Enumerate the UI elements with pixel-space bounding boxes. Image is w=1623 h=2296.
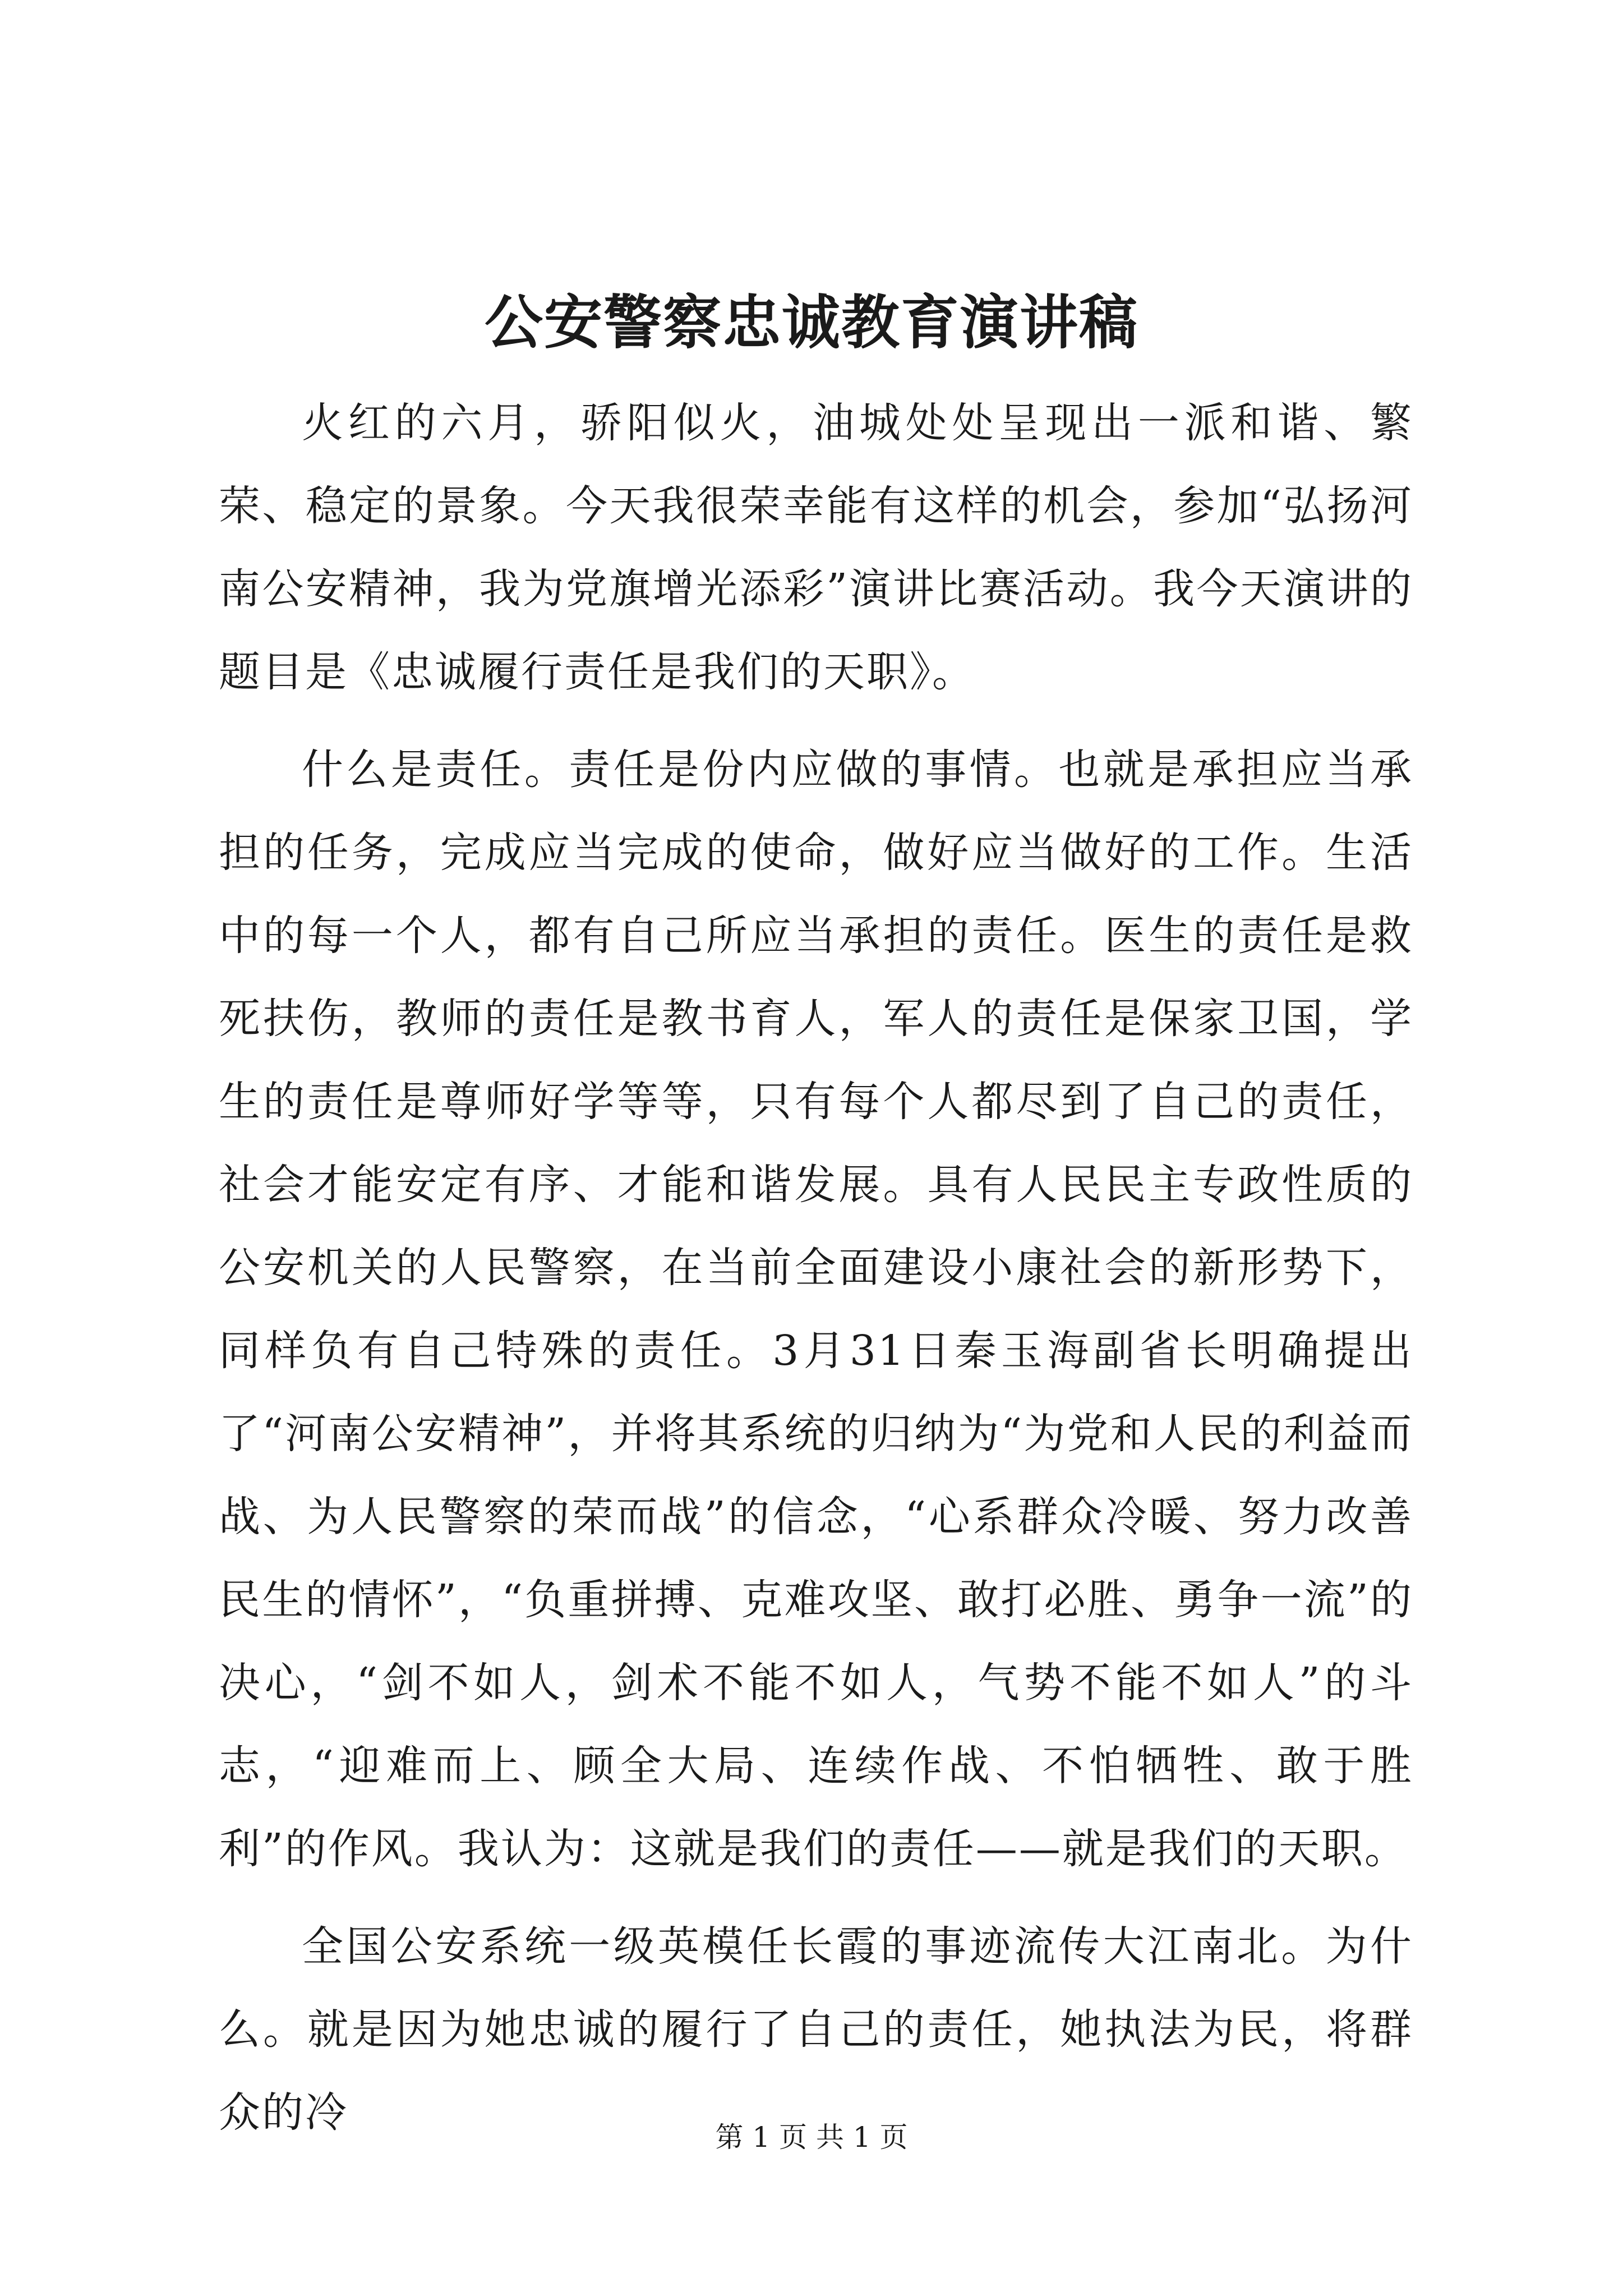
page-number-footer (0, 2118, 1623, 2157)
document-title: 公安警察忠诚教育演讲稿 (484, 288, 1138, 357)
document-body (219, 381, 1413, 2154)
page-number-label: 第 1 页 共 1 页 (715, 2121, 908, 2154)
paragraph-2: 什么是责任。责任是份内应做的事情。也就是承担应当承担的任务，完成应当完成的使命，做好应当做好的工作。生活中的每一个人，都有自己所应当承担的责任。医生的责任是救死扶伤，教师的责任是教书育人，军人的责任是保家卫国，学生的责任是尊师好学等等，只有每个人都尽到了自己的责任，社会才能安定有序、才能和谐发展。具有人民民主专政性质的公安机关的人民警察，在当前全面建设小康社会的新形势下，同样负有自己特殊的责任。3月31日秦玉海副省长明确提出了“河南公安精神”，并将其系统的归纳为“为党和人民的利益而战、为人民警察的荣而战”的信念，“心系群众冷暖、努力改善民生的情怀”，“负重拼搏、克难攻坚、敢打必胜、勇争一流”的决心，“剑不如人，剑术不能不如人，气势不能不如人”的斗志，“迎难而上、顾全大局、连续作战、不怕牺牲、敢于胜利”的作风。我认为：这就是我们的责任——就是我们的天职。 (219, 746, 1413, 1873)
paragraph-3: 全国公安系统一级英模任长霞的事迹流传大江南北。为什么。就是因为她忠诚的履行了自己的责任，她执法为民，将群众的冷 (219, 1922, 1413, 2137)
paragraph-1: 火红的六月，骄阳似火，油城处处呈现出一派和谐、繁荣、稳定的景象。今天我很荣幸能有这样的机会，参加“弘扬河南公安精神，我为党旗增光添彩”演讲比赛活动。我今天演讲的题目是《忠诚履行责任是我们的天职》。 (219, 399, 1413, 696)
